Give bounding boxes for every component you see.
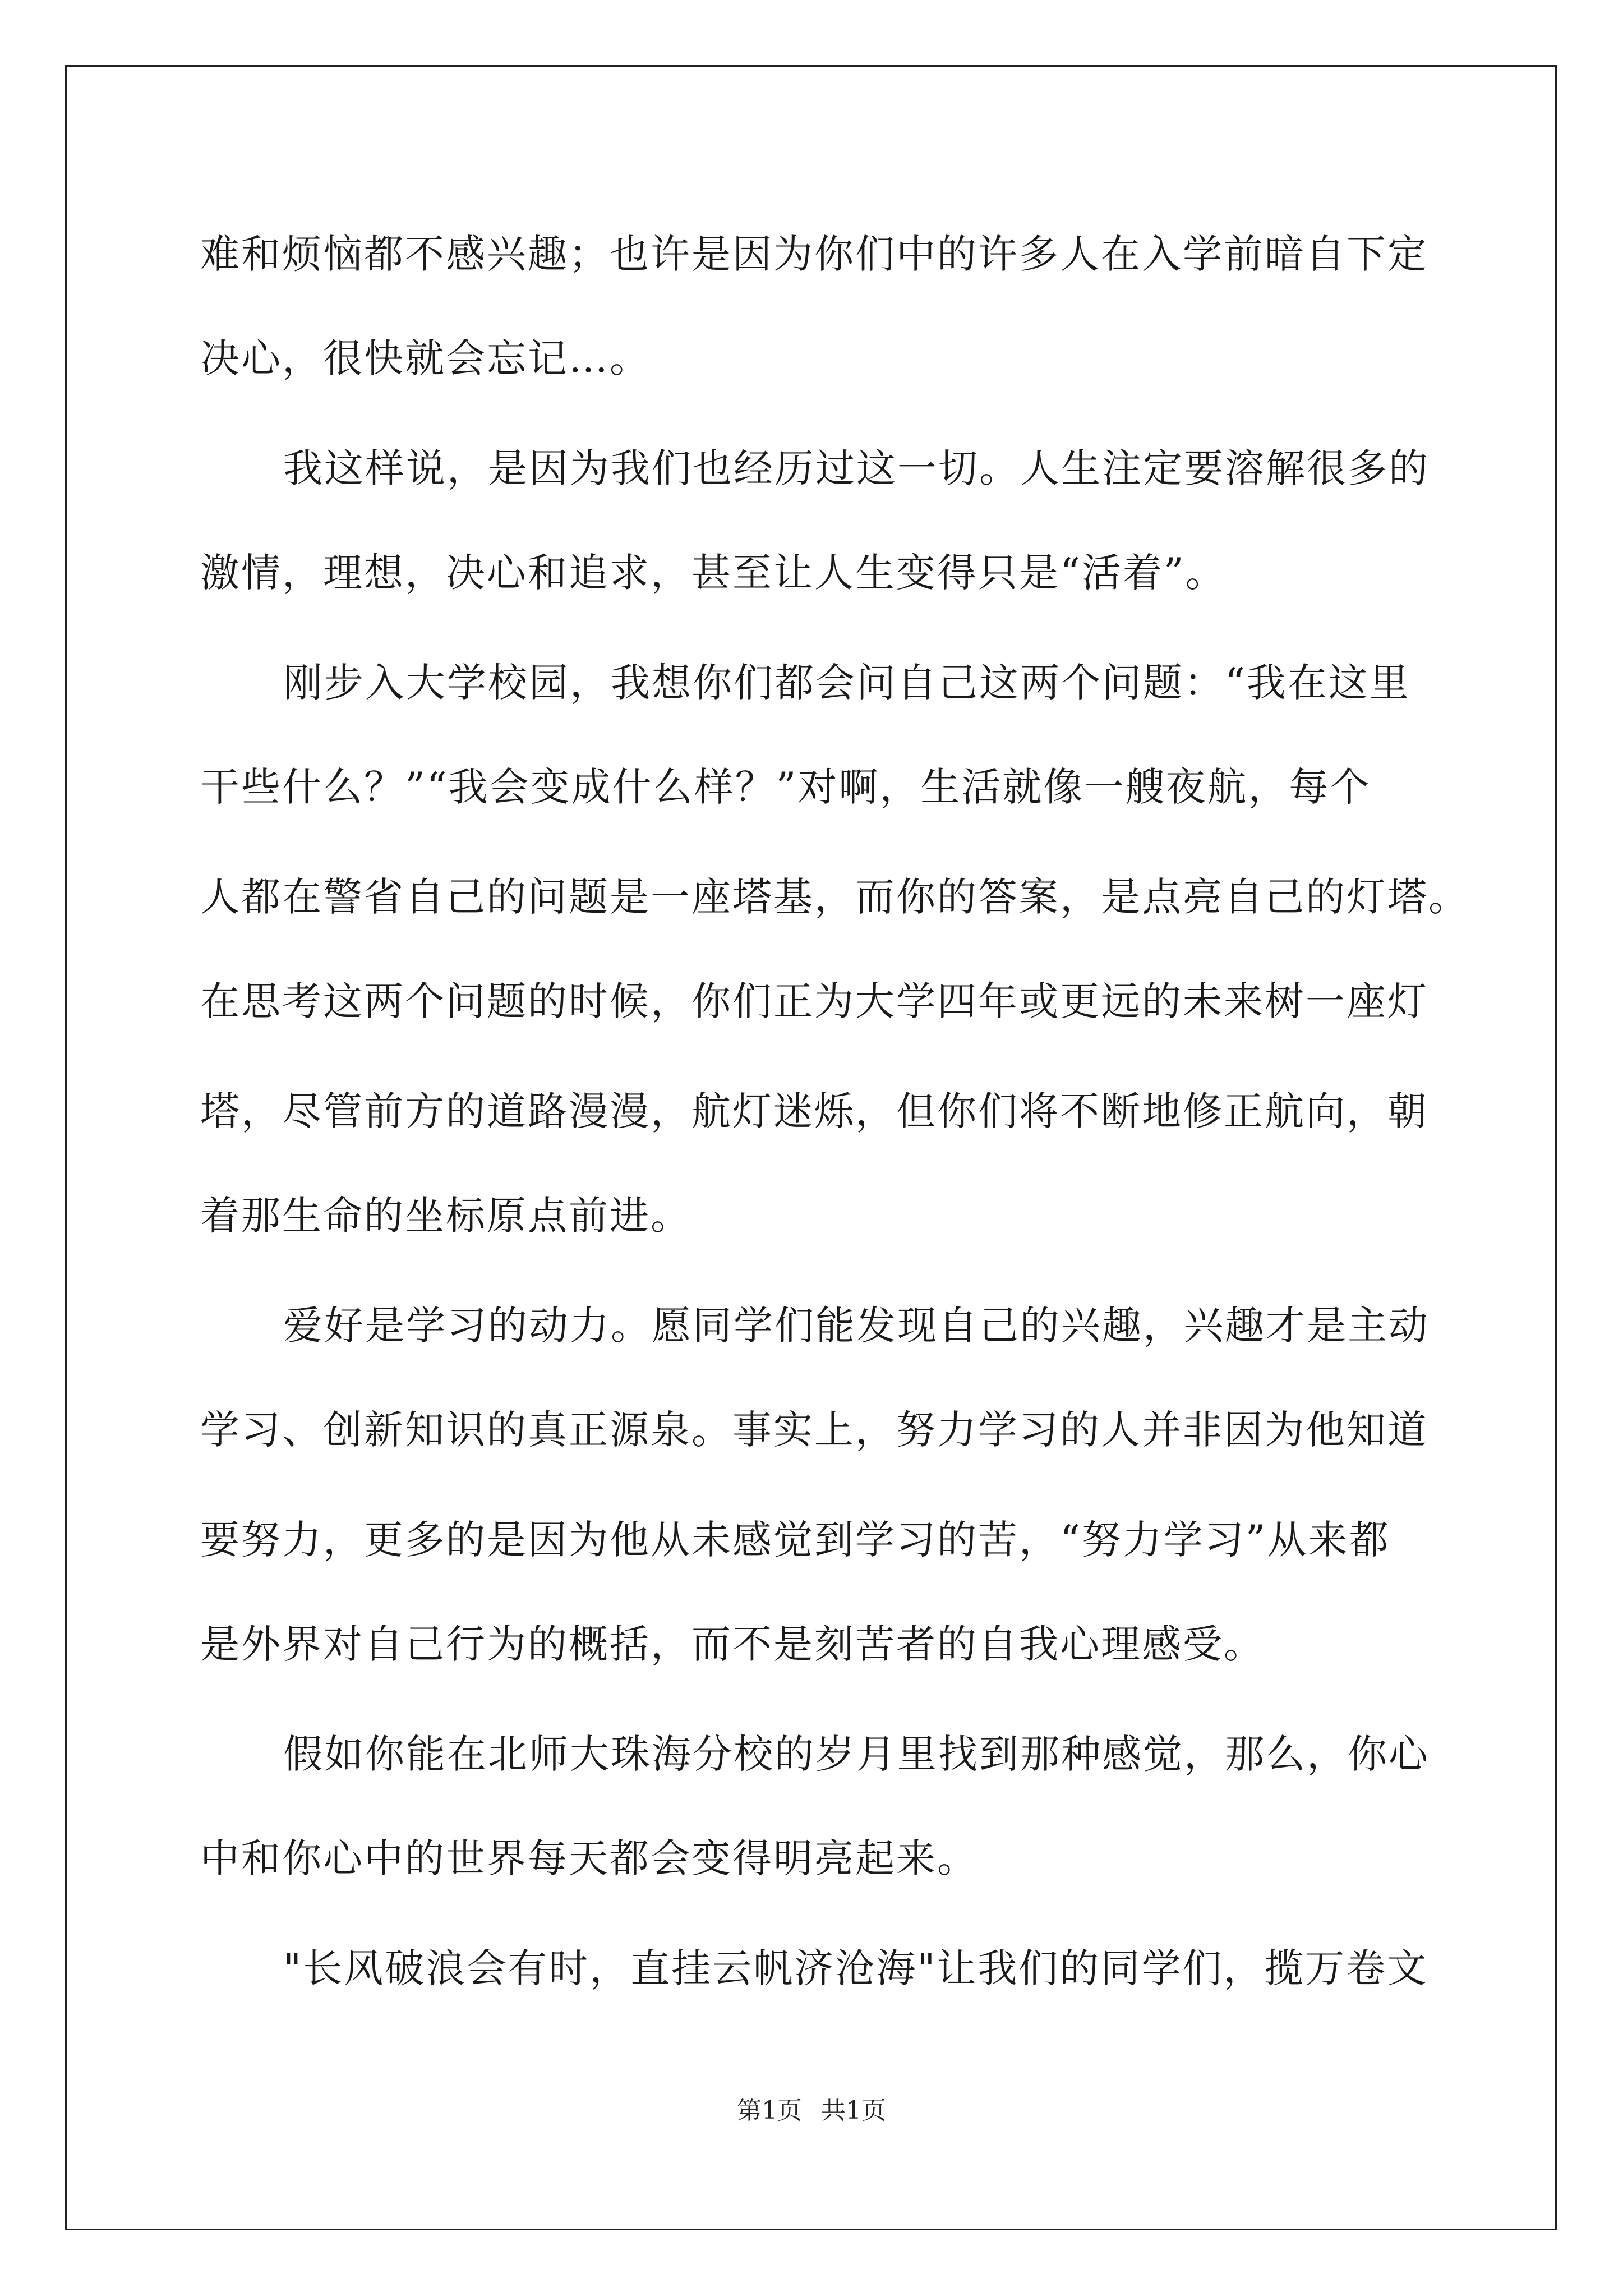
page-footer: [0, 2094, 1623, 2128]
text-line: 中和你心中的世界每天都会变得明亮起来。: [200, 1835, 978, 1881]
text-line: 是外界对自己行为的概括，而不是刻苦者的自我心理感受。: [200, 1621, 1265, 1667]
text-line: 人都在警省自己的问题是一座塔基，而你的答案，是点亮自己的灯塔。: [200, 874, 1469, 920]
text-line: 刚步入大学校园，我想你们都会问自己这两个问题：“我在这里: [283, 660, 1410, 706]
page-total: 共1页: [821, 2096, 886, 2125]
page-border: [65, 65, 1557, 2230]
text-line: 在思考这两个问题的时候，你们正为大学四年或更远的未来树一座灯: [200, 978, 1428, 1024]
text-line: 激情，理想，决心和追求，甚至让人生变得只是“活着”。: [200, 550, 1227, 596]
text-line: 干些什么？”“我会变成什么样？”对啊，生活就像一艘夜航，每个: [200, 764, 1371, 810]
text-line: 学习、创新知识的真正源泉。事实上，努力学习的人并非因为他知道: [200, 1407, 1428, 1453]
text-line: 我这样说，是因为我们也经历过这一切。人生注定要溶解很多的: [283, 445, 1430, 491]
page-number: 第1页: [737, 2096, 802, 2125]
text-line: 假如你能在北师大珠海分校的岁月里找到那种感觉，那么，你心: [283, 1731, 1430, 1777]
text-line: 塔，尽管前方的道路漫漫，航灯迷烁，但你们将不断地修正航向，朝: [200, 1088, 1428, 1134]
text-line: 爱好是学习的动力。愿同学们能发现自己的兴趣，兴趣才是主动: [283, 1303, 1430, 1349]
text-line: 着那生命的坐标原点前进。: [200, 1193, 691, 1239]
text-line: "长风破浪会有时，直挂云帆济沧海"让我们的同学们，揽万卷文: [283, 1945, 1428, 1991]
text-line: 难和烦恼都不感兴趣；也许是因为你们中的许多人在入学前暗自下定: [200, 231, 1428, 277]
text-line: 决心，很快就会忘记…。: [200, 335, 651, 381]
text-line: 要努力，更多的是因为他从未感觉到学习的苦，“努力学习”从来都: [200, 1517, 1390, 1563]
